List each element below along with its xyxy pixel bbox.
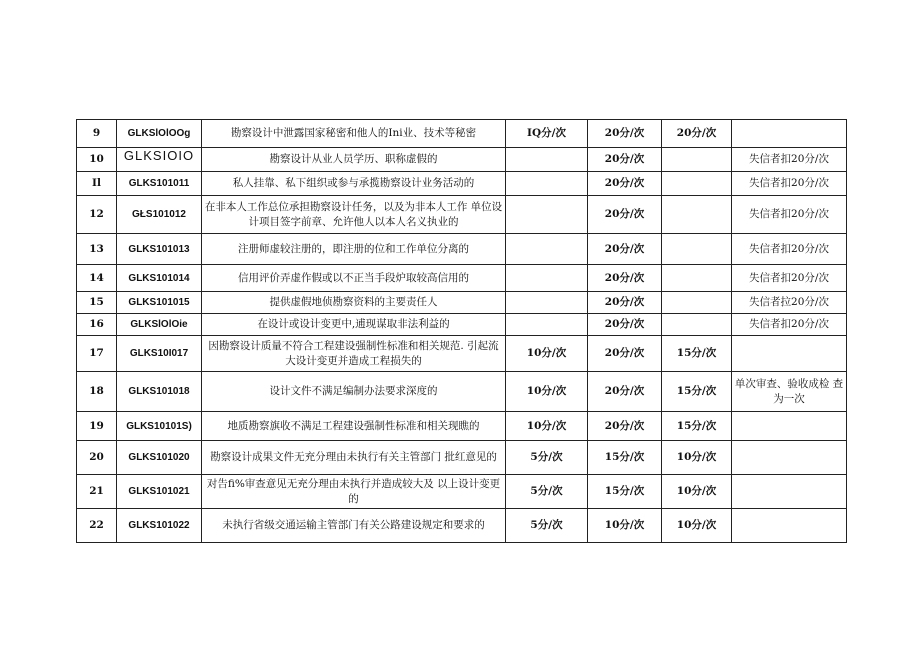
table-row (77, 265, 847, 292)
row-code: GŁS101012 (117, 196, 202, 234)
row-score-3: 20分/次 (662, 120, 732, 148)
row-score-1: 10分/次 (506, 412, 588, 441)
row-note: 失信者拉20分/次 (732, 292, 847, 314)
table-row (77, 475, 847, 509)
row-score-1 (506, 314, 588, 336)
row-note: 单次审查、验收成检 查为一次 (732, 372, 847, 412)
row-note (732, 120, 847, 148)
table-row (77, 509, 847, 543)
row-code: GLKS10I017 (117, 336, 202, 372)
row-score-2: 20分/次 (588, 292, 662, 314)
row-score-1: IQ分/次 (506, 120, 588, 148)
table-row (77, 412, 847, 441)
row-score-3 (662, 172, 732, 196)
row-score-2: 20分/次 (588, 336, 662, 372)
row-score-2: 20分/次 (588, 172, 662, 196)
row-number: 12 (77, 196, 117, 234)
row-score-1: 5分/次 (506, 475, 588, 509)
row-score-3 (662, 234, 732, 265)
row-code: GLKS101022 (117, 509, 202, 543)
row-note (732, 441, 847, 475)
row-note: 失信者扣20分/次 (732, 314, 847, 336)
row-score-1 (506, 172, 588, 196)
row-description: 地质勘察旗收不满足工程建设强制性标准和相关现瞧的 (202, 412, 506, 441)
row-number: 15 (77, 292, 117, 314)
row-description: 未执行省级交通运输主管部门有关公路建设规定和要求的 (202, 509, 506, 543)
row-code: GLKS101013 (117, 234, 202, 265)
row-score-3: 15分/次 (662, 372, 732, 412)
row-number: 13 (77, 234, 117, 265)
row-number: 10 (77, 148, 117, 172)
row-score-1 (506, 148, 588, 172)
row-description: 勘察设计从业人员学历、职称虚假的 (202, 148, 506, 172)
row-score-3: 15分/次 (662, 412, 732, 441)
table-body (77, 120, 847, 543)
row-number: 16 (77, 314, 117, 336)
row-code: GLKS10101S) (117, 412, 202, 441)
row-description: 因勘察设计质量不符合工程建设强制性标准和相关规范. 引起流大设计变更并造成工程损失的 (202, 336, 506, 372)
row-note: 失信者扣20分/次 (732, 196, 847, 234)
row-score-1 (506, 234, 588, 265)
row-score-3: 10分/次 (662, 441, 732, 475)
row-score-3 (662, 196, 732, 234)
row-score-3 (662, 314, 732, 336)
row-note: 失信者扣20分/次 (732, 148, 847, 172)
row-number: 21 (77, 475, 117, 509)
row-code: GLKS101015 (117, 292, 202, 314)
row-note (732, 412, 847, 441)
row-score-2: 20分/次 (588, 412, 662, 441)
row-score-3: 10分/次 (662, 509, 732, 543)
row-number: Il (77, 172, 117, 196)
table-row (77, 120, 847, 148)
credit-deduction-table (76, 119, 847, 543)
row-note: 失信者扣20分/次 (732, 234, 847, 265)
table-row (77, 234, 847, 265)
row-note (732, 475, 847, 509)
row-score-1: 5分/次 (506, 509, 588, 543)
row-score-1: 10分/次 (506, 372, 588, 412)
row-score-1: 5分/次 (506, 441, 588, 475)
row-description: 勘察设计成果文件无充分理由未执行有关主管部门 批红意见的 (202, 441, 506, 475)
row-code: GLKSlOlOie (117, 314, 202, 336)
row-score-3: 10分/次 (662, 475, 732, 509)
row-number: 22 (77, 509, 117, 543)
table-row (77, 292, 847, 314)
row-code: GLKS101018 (117, 372, 202, 412)
row-number: 9 (77, 120, 117, 148)
row-description: 勘察设计中泄露国家秘密和他人的Ini业、技术等秘密 (202, 120, 506, 148)
row-description: 对告fi%审查意见无充分理由未执行并造成较大及 以上设计变更的 (202, 475, 506, 509)
row-code: GLKS101011 (117, 172, 202, 196)
row-code: GLKS101021 (117, 475, 202, 509)
row-note: 失信者扣20分/次 (732, 172, 847, 196)
row-note (732, 509, 847, 543)
row-score-1 (506, 265, 588, 292)
row-description: 提供虚假地侦勘察资料的主要责任人 (202, 292, 506, 314)
row-score-2: 15分/次 (588, 441, 662, 475)
row-score-1: 10分/次 (506, 336, 588, 372)
row-score-3 (662, 292, 732, 314)
row-code: GLKSIOIO (117, 148, 202, 172)
table-row (77, 196, 847, 234)
row-score-3: 15分/次 (662, 336, 732, 372)
row-score-1 (506, 292, 588, 314)
row-score-1 (506, 196, 588, 234)
row-score-2: 20分/次 (588, 265, 662, 292)
row-number: 18 (77, 372, 117, 412)
row-code: GLKS101020 (117, 441, 202, 475)
row-score-2: 20分/次 (588, 196, 662, 234)
row-note (732, 336, 847, 372)
row-number: 17 (77, 336, 117, 372)
row-score-2: 20分/次 (588, 314, 662, 336)
row-number: 19 (77, 412, 117, 441)
row-description: 私人挂靠、私下组织或参与承揽勘察设计业务活动的 (202, 172, 506, 196)
table-row (77, 372, 847, 412)
table-row (77, 336, 847, 372)
row-description: 设计文件不满足编制办法要求深度的 (202, 372, 506, 412)
row-score-2: 20分/次 (588, 234, 662, 265)
row-number: 14 (77, 265, 117, 292)
row-code: GLKS101014 (117, 265, 202, 292)
table-row (77, 314, 847, 336)
row-score-3 (662, 265, 732, 292)
table-row (77, 148, 847, 172)
row-description: 在非本人工作总位承担勘察设计任务，以及为非本人工作 单位设计项目签字前章、允许他人以本人名义执业的 (202, 196, 506, 234)
row-score-2: 20分/次 (588, 372, 662, 412)
row-score-3 (662, 148, 732, 172)
row-description: 在设计或设计变更中,逋现谋取非法利益的 (202, 314, 506, 336)
row-description: 注册师虚较注册的，即注册的位和工作单位分离的 (202, 234, 506, 265)
row-score-2: 15分/次 (588, 475, 662, 509)
row-description: 信用评价弄虚作假或以不正当手段炉取较高信用的 (202, 265, 506, 292)
row-note: 失信者扣20分/次 (732, 265, 847, 292)
row-score-2: 20分/次 (588, 148, 662, 172)
row-number: 20 (77, 441, 117, 475)
row-score-2: 20分/次 (588, 120, 662, 148)
table-row (77, 441, 847, 475)
row-code: GLKSlOlOOg (117, 120, 202, 148)
row-score-2: 10分/次 (588, 509, 662, 543)
table-row (77, 172, 847, 196)
